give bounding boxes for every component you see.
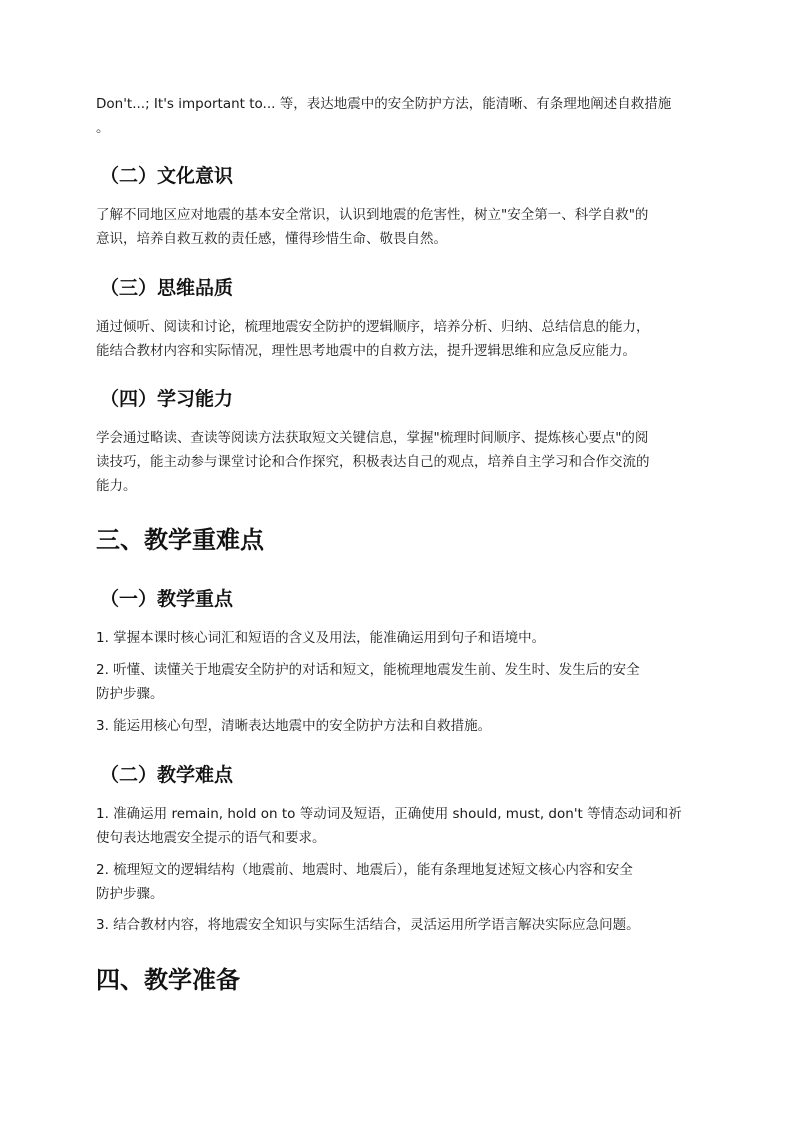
difficult-point-item-3: 3. 结合教材内容，将地震安全知识与实际生活结合，灵活运用所学语言解决实际应急问题。 (96, 917, 640, 933)
section-title-preparation: 四、教学准备 (96, 966, 240, 994)
section-title-difficulties: 三、教学重难点 (96, 526, 264, 554)
thinking-paragraph: 通过倾听、阅读和讨论，梳理地震安全防护的逻辑顺序，培养分析、归纳、总结信息的能力， 能结合教材内容和实际情况，理性思考地震中的自救方法，提升逻辑思维和应急反应能力。 (96, 319, 650, 359)
culture-paragraph: 了解不同地区应对地震的基本安全常识，认识到地震的危害性，树立"安全第一、科学自救"的 意识，培养自救互救的责任感，懂得珍惜生命、敬畏自然。 (96, 207, 649, 247)
difficult-point-item-2: 2. 梳理短文的逻辑结构（地震前、地震时、地震后），能有条理地复述短文核心内容和安全 防护步骤。 (96, 862, 633, 902)
key-point-item-3: 3. 能运用核心句型，清晰表达地震中的安全防护方法和自救措施。 (96, 718, 492, 734)
heading-difficult-points: （二）教学难点 (100, 764, 234, 786)
learning-paragraph: 学会通过略读、查读等阅读方法获取短文关键信息，掌握"梳理时间顺序、提炼核心要点"的阅 读技巧，能主动参与课堂讨论和合作探究，积极表达自己的观点，培养自主学习和合作交流的 能力。 (96, 430, 650, 494)
heading-thinking: （三）思维品质 (100, 277, 234, 299)
key-point-item-2: 2. 听懂、读懂关于地震安全防护的对话和短文，能梳理地震发生前、发生时、发生后的安全 防护步骤。 (96, 662, 640, 702)
key-point-item-1: 1. 掌握本课时核心词汇和短语的含义及用法，能准确运用到句子和语境中。 (96, 630, 546, 646)
heading-learning: （四）学习能力 (100, 388, 234, 410)
difficult-point-item-1: 1. 准确运用 remain, hold on to 等动词及短语，正确使用 should, must, don't 等情态动词和祈 使句表达地震安全提示的语气和要求。 (96, 806, 682, 846)
heading-culture: （二）文化意识 (100, 165, 234, 187)
intro-paragraph: Don't...; It's important to... 等，表达地震中的安全防护方法，能清晰、有条理地阐述自救措施 。 (96, 96, 672, 136)
heading-key-points: （一）教学重点 (100, 588, 234, 610)
